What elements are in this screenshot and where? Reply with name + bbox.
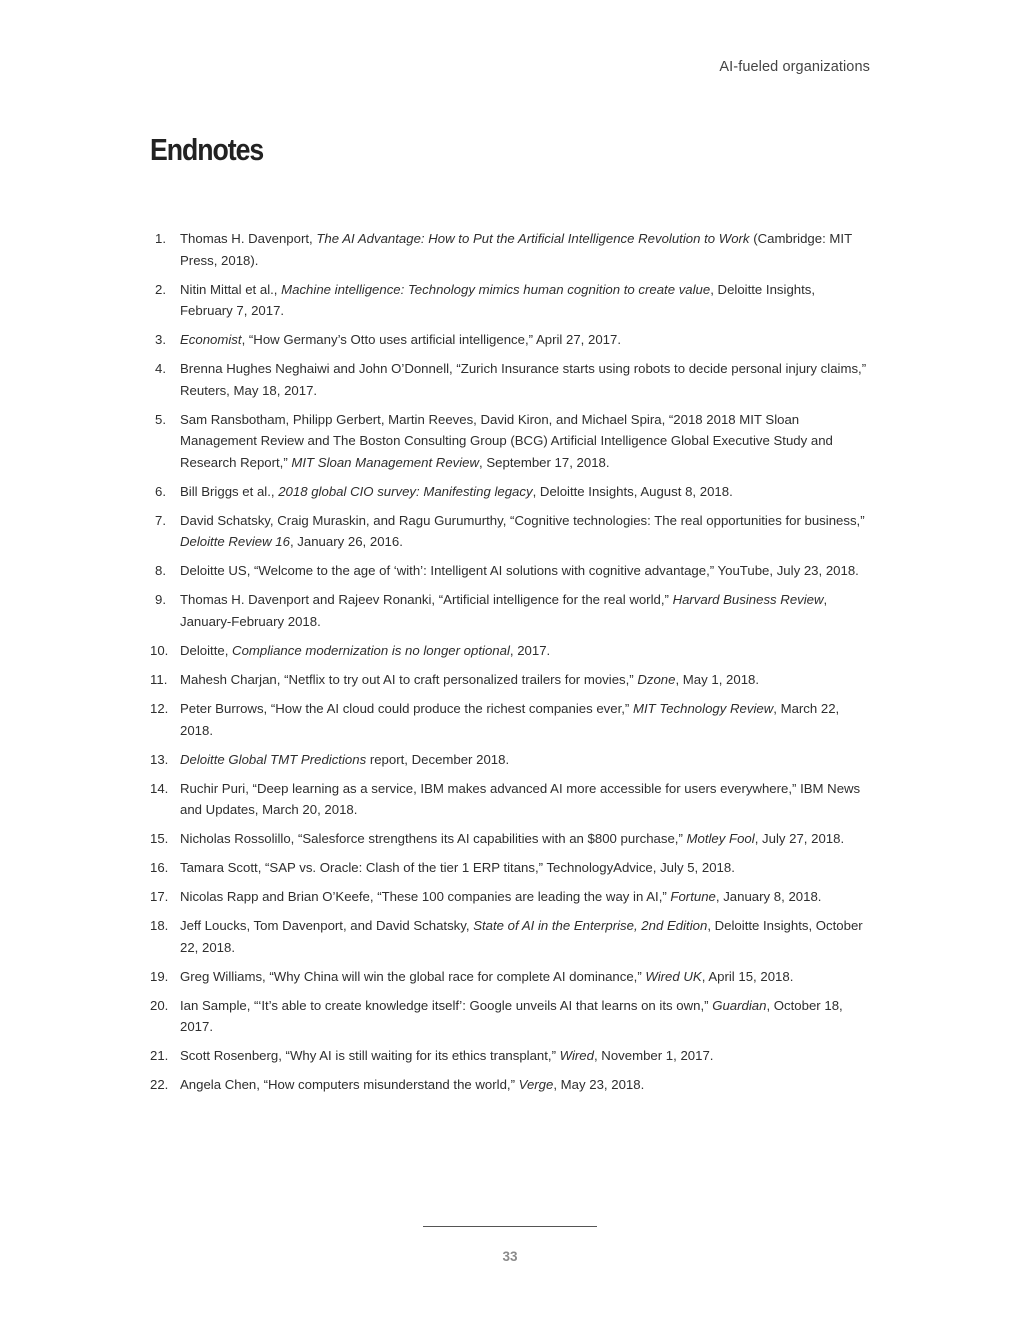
endnote-item <box>150 886 870 908</box>
endnote-item <box>150 778 870 821</box>
endnote-source-title: Fortune <box>670 889 716 905</box>
endnote-text <box>180 966 870 988</box>
endnote-number: 8. <box>155 563 166 579</box>
endnote-text <box>180 481 870 503</box>
endnote-text <box>180 828 870 850</box>
endnote-text <box>180 1074 870 1096</box>
endnote-text <box>180 915 870 958</box>
endnote-source-title: Verge <box>518 1077 554 1093</box>
endnote-source-title: The AI Advantage: How to Put the Artificial Intelligence Revolution to Work <box>316 231 750 246</box>
endnote-number: 4. <box>155 361 166 377</box>
endnote-text-segment: Scott Rosenberg, “Why AI is still waiting for its ethics transplant,” <box>180 1048 560 1064</box>
endnote-text-segment: Angela Chen, “How computers misunderstand the world,” <box>180 1077 519 1093</box>
endnote-number: 10. <box>150 643 169 659</box>
endnote-item <box>150 329 870 351</box>
endnote-item <box>150 966 870 988</box>
endnote-item <box>150 358 870 401</box>
endnote-item <box>150 1045 870 1067</box>
endnote-text-segment: , January 26, 2016. <box>289 534 403 550</box>
endnote-source-title: State of AI in the Enterprise, 2nd Edition <box>473 918 708 934</box>
endnote-text-segment: , April 15, 2018. <box>701 968 794 984</box>
endnote-item <box>150 640 870 662</box>
endnote-item <box>150 589 870 632</box>
endnote-text <box>180 510 870 553</box>
endnote-item <box>150 228 870 271</box>
endnote-number: 1. <box>155 231 166 246</box>
endnote-source-title: Machine intelligence: Technology mimics human cognition to create value <box>281 281 711 297</box>
endnote-item <box>150 749 870 771</box>
endnote-text-segment: , Deloitte Insights, October 22, 2018. <box>180 918 863 955</box>
endnote-number: 20. <box>150 997 169 1013</box>
endnote-item <box>150 698 870 741</box>
endnote-text-segment: , July 27, 2018. <box>754 831 845 847</box>
endnote-text-segment: , September 17, 2018. <box>479 454 610 470</box>
endnote-text-segment: Sam Ransbotham, Philipp Gerbert, Martin Reeves, David Kiron, and Michael Spira, “2018 2018 MIT Sloan Management Review and The Boston Consulting Group (BCG) Artificial Intelligence Global Executive Study and Research Report,” <box>180 411 833 470</box>
endnote-number: 15. <box>150 831 169 847</box>
endnote-number: 2. <box>155 281 166 297</box>
endnote-item <box>150 669 870 691</box>
endnote-source-title: Compliance modernization is no longer optional <box>232 643 510 659</box>
endnote-text-segment: , November 1, 2017. <box>593 1048 714 1064</box>
footer-divider <box>423 1226 597 1227</box>
endnote-text <box>180 329 870 351</box>
endnote-number: 21. <box>150 1048 169 1064</box>
endnote-text-segment: Peter Burrows, “How the AI cloud could produce the richest companies ever,” <box>180 700 633 716</box>
endnote-item <box>150 995 870 1038</box>
endnote-item <box>150 857 870 879</box>
endnote-text-segment: Ruchir Puri, “Deep learning as a service, IBM makes advanced AI more accessible for users everywhere,” IBM News and Updates, March 20, 2018. <box>180 780 861 818</box>
endnote-number: 22. <box>150 1077 169 1093</box>
endnote-text-segment: Ian Sample, “‘It’s able to create knowledge itself’: Google unveils AI that learns on its own,” <box>180 997 713 1013</box>
endnote-text-segment: Thomas H. Davenport, <box>180 231 317 246</box>
endnote-number: 5. <box>155 411 166 427</box>
running-header: AI-fueled organizations <box>719 59 870 75</box>
endnote-text <box>180 778 870 821</box>
endnote-number: 3. <box>155 332 166 348</box>
endnote-source-title: 2018 global CIO survey: Manifesting legacy <box>278 483 533 499</box>
page-number: 33 <box>502 1249 518 1264</box>
endnote-item <box>150 1074 870 1096</box>
endnote-text-segment: report, December 2018. <box>366 751 510 767</box>
endnote-number: 7. <box>155 512 166 528</box>
endnote-text-segment: Nitin Mittal et al., <box>180 281 282 297</box>
endnote-item <box>150 279 870 322</box>
endnote-text <box>180 995 870 1038</box>
endnote-source-title: Motley Fool <box>686 831 755 847</box>
endnote-text-segment: David Schatsky, Craig Muraskin, and Ragu Gurumurthy, “Cognitive technologies: The real opportunities for business,” <box>180 512 865 528</box>
endnote-source-title: Wired UK <box>645 968 702 984</box>
endnote-number: 9. <box>155 592 166 608</box>
endnote-text-segment: Bill Briggs et al., <box>180 483 279 499</box>
endnote-item <box>150 915 870 958</box>
endnote-text-segment: , May 23, 2018. <box>553 1077 645 1093</box>
endnote-item <box>150 481 870 503</box>
endnote-source-title: Dzone <box>637 672 676 687</box>
endnote-text-segment: Mahesh Charjan, “Netflix to try out AI to craft personalized trailers for movies,” <box>180 672 638 687</box>
endnote-item <box>150 510 870 553</box>
endnote-source-title: MIT Technology Review <box>633 700 774 716</box>
endnote-source-title: Economist <box>180 332 242 348</box>
endnote-text <box>180 749 870 771</box>
endnote-text-segment: , January-February 2018. <box>180 592 828 630</box>
endnote-text <box>180 640 870 662</box>
endnote-text <box>180 358 870 401</box>
endnote-text-segment: , May 1, 2018. <box>675 672 760 687</box>
endnote-text <box>180 589 870 632</box>
endnote-text-segment: , Deloitte Insights, August 8, 2018. <box>532 483 733 499</box>
endnote-text-segment: (Cambridge: MIT Press, 2018). <box>180 231 852 268</box>
endnote-number: 14. <box>150 780 169 796</box>
endnote-number: 17. <box>150 889 169 905</box>
endnote-number: 11. <box>150 672 168 687</box>
endnote-text-segment: , 2017. <box>509 643 551 659</box>
endnote-number: 6. <box>155 483 166 499</box>
endnote-text-segment: Thomas H. Davenport and Rajeev Ronanki, “Artificial intelligence for the real world,” <box>180 592 673 608</box>
page-title: Endnotes <box>150 132 264 167</box>
endnote-text-segment: Brenna Hughes Neghaiwi and John O’Donnell, “Zurich Insurance starts using robots to decide personal injury claims,” Reuters, May 18, 2017. <box>180 361 867 398</box>
endnote-number: 13. <box>150 751 169 767</box>
endnote-text <box>180 857 870 879</box>
endnote-text-segment: Nicolas Rapp and Brian O’Keefe, “These 100 companies are leading the way in AI,” <box>180 889 671 905</box>
endnote-source-title: Deloitte Global TMT Predictions <box>180 751 367 767</box>
endnote-number: 18. <box>150 918 169 934</box>
endnote-source-title: Guardian <box>712 997 767 1013</box>
endnote-text-segment: Jeff Loucks, Tom Davenport, and David Schatsky, <box>180 918 474 934</box>
endnote-text <box>180 886 870 908</box>
endnote-text-segment: Deloitte US, “Welcome to the age of ‘with’: Intelligent AI solutions with cognitive advantage,” YouTube, July 23, 2018. <box>180 563 859 579</box>
endnote-item <box>150 828 870 850</box>
endnote-text <box>180 409 870 474</box>
endnote-number: 12. <box>150 700 169 716</box>
endnote-text <box>180 228 870 271</box>
endnote-text-segment: , Deloitte Insights, February 7, 2017. <box>180 281 816 319</box>
endnote-text-segment: Nicholas Rossolillo, “Salesforce strengthens its AI capabilities with an $800 purchase,” <box>180 831 687 847</box>
endnote-source-title: Harvard Business Review <box>672 592 824 608</box>
endnote-text-segment: , “How Germany’s Otto uses artificial intelligence,” April 27, 2017. <box>241 332 622 348</box>
endnote-source-title: Deloitte Review 16 <box>180 534 290 550</box>
endnote-text-segment: Greg Williams, “Why China will win the global race for complete AI dominance,” <box>180 968 646 984</box>
endnote-text-segment: , January 8, 2018. <box>715 889 822 905</box>
endnote-text <box>180 560 870 582</box>
endnote-text <box>180 669 870 691</box>
endnote-number: 16. <box>150 860 169 876</box>
endnote-item <box>150 409 870 474</box>
endnote-text-segment: Deloitte, <box>180 643 233 659</box>
endnote-number: 19. <box>150 968 169 984</box>
endnote-text-segment: , October 18, 2017. <box>180 997 843 1035</box>
endnote-text <box>180 279 870 322</box>
endnote-text <box>180 698 870 741</box>
endnote-source-title: MIT Sloan Management Review <box>291 454 480 470</box>
endnote-item <box>150 560 870 582</box>
endnote-text <box>180 1045 870 1067</box>
endnote-source-title: Wired <box>559 1048 594 1064</box>
endnote-text-segment: Tamara Scott, “SAP vs. Oracle: Clash of the tier 1 ERP titans,” TechnologyAdvice, July 5, 2018. <box>180 860 735 876</box>
endnote-text-segment: , March 22, 2018. <box>180 700 840 738</box>
endnotes-list <box>150 228 870 1103</box>
